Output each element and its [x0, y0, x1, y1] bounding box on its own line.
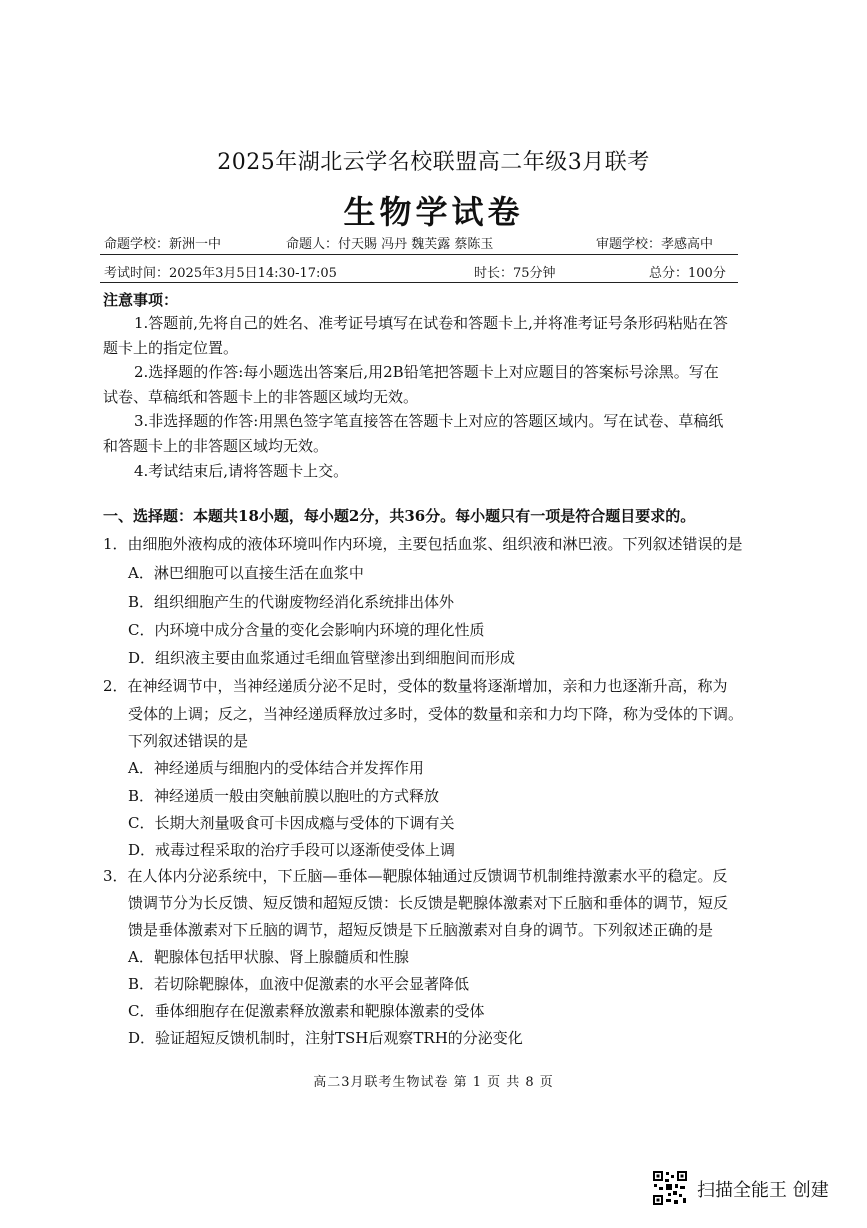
question-3-option-d: D．验证超短反馈机制时，注射TSH后观察TRH的分泌变化 [128, 1029, 523, 1047]
question-3-stem: 馈调节分为长反馈、短反馈和超短反馈：长反馈是靶腺体激素对下丘脑和垂体的调节，短反 [128, 894, 729, 912]
question-3-stem: 馈是垂体激素对下丘脑的调节，超短反馈是下丘脑激素对自身的调节。下列叙述正确的是 [128, 921, 714, 939]
setter-school: 命题学校：新洲一中 [104, 237, 222, 252]
question-2-stem: 下列叙述错误的是 [128, 732, 249, 750]
question-1-option-c: C．内环境中成分含量的变化会影响内环境的理化性质 [128, 621, 485, 639]
question-2-option-d: D．戒毒过程采取的治疗手段可以逐渐使受体上调 [128, 841, 456, 859]
page-footer: 高二3月联考生物试卷 第 1 页 共 8 页 [313, 1075, 554, 1090]
exam-duration: 时长：75分钟 [474, 266, 556, 281]
question-1-stem: 1．由细胞外液构成的液体环境叫作内环境，主要包括血浆、组织液和淋巴液。下列叙述错误的是 [103, 535, 743, 553]
question-3-option-b: B．若切除靶腺体，血液中促激素的水平会显著降低 [128, 975, 470, 993]
question-2-stem: 2．在神经调节中，当神经递质分泌不足时，受体的数量将逐渐增加，亲和力也逐渐升高，称为 [103, 677, 728, 695]
note-line: 和答题卡上的非答题区域均无效。 [103, 437, 329, 455]
section-heading: 一、选择题：本题共18小题，每小题2分，共36分。每小题只有一项是符合题目要求的。 [103, 507, 696, 525]
exam-title: 2025年湖北云学名校联盟高二年级3月联考 [217, 150, 650, 175]
subject-title: 生物学试卷 [343, 193, 524, 231]
question-1-option-d: D．组织液主要由血浆通过毛细血管壁渗出到细胞间而形成 [128, 649, 516, 667]
total-score: 总分：100分 [649, 266, 726, 281]
note-line: 题卡上的指定位置。 [103, 339, 239, 357]
note-line: 试卷、草稿纸和答题卡上的非答题区域均无效。 [103, 388, 419, 406]
question-2-stem: 受体的上调；反之，当神经递质释放过多时，受体的数量和亲和力均下降，称为受体的下调。 [128, 705, 744, 723]
setters: 命题人：付天賜 冯丹 魏芙露 蔡陈玉 [286, 237, 494, 252]
scanner-watermark: 扫描全能王 创建 [697, 1180, 829, 1201]
qr-code-icon [652, 1170, 688, 1206]
question-3-option-a: A．靶腺体包括甲状腺、肾上腺髓质和性腺 [128, 948, 409, 966]
question-1-option-a: A．淋巴细胞可以直接生活在血浆中 [128, 564, 364, 582]
question-3-option-c: C．垂体细胞存在促激素释放激素和靶腺体激素的受体 [128, 1002, 485, 1020]
question-3-stem: 3．在人体内分泌系统中，下丘脑—垂体—靶腺体轴通过反馈调节机制维持激素水平的稳定。反 [103, 867, 728, 885]
question-2-option-a: A．神经递质与细胞内的受体结合并发挥作用 [128, 759, 424, 777]
review-school: 审题学校：孝感高中 [596, 237, 714, 252]
header-divider-bottom [100, 282, 738, 283]
exam-time: 考试时间：2025年3月5日14:30-17:05 [104, 266, 337, 281]
question-1-option-b: B．组织细胞产生的代谢废物经消化系统排出体外 [128, 593, 455, 611]
note-line: 4.考试结束后,请将答题卡上交。 [134, 462, 349, 480]
note-line: 1.答题前,先将自己的姓名、准考证号填写在试卷和答题卡上,并将准考证号条形码粘贴在答 [134, 314, 728, 332]
header-divider-top [100, 254, 738, 255]
notes-heading: 注意事项： [103, 291, 179, 309]
note-line: 3.非选择题的作答:用黑色签字笔直接答在答题卡上对应的答题区域内。写在试卷、草稿纸 [134, 412, 724, 430]
question-2-option-c: C．长期大剂量吸食可卡因成瘾与受体的下调有关 [128, 814, 455, 832]
question-2-option-b: B．神经递质一般由突触前膜以胞吐的方式释放 [128, 787, 440, 805]
note-line: 2.选择题的作答:每小题选出答案后,用2B铅笔把答题卡上对应题目的答案标号涂黑。写在 [134, 363, 719, 381]
